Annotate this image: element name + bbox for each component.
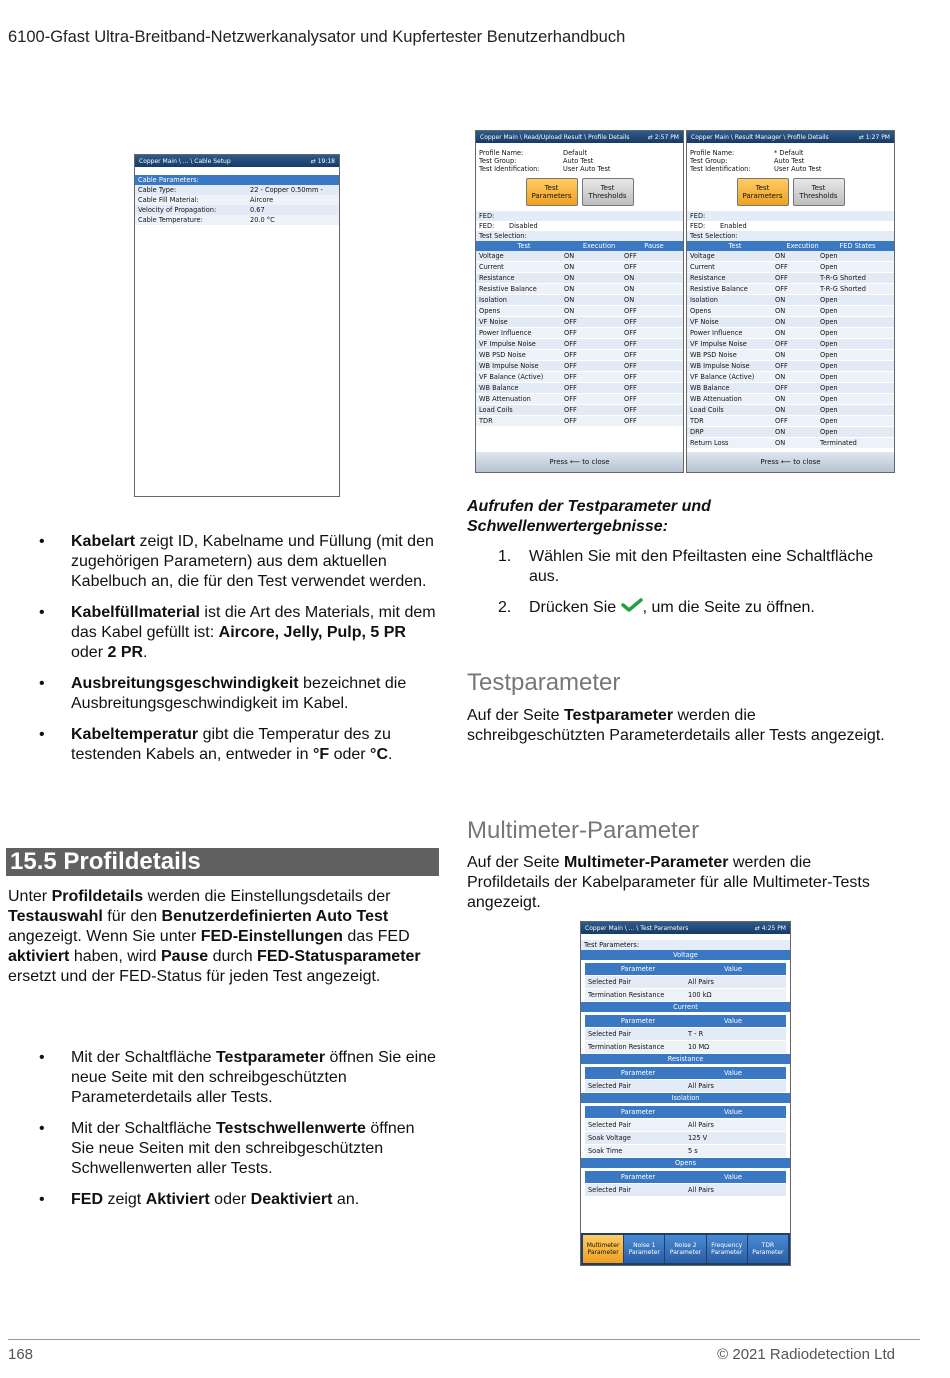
test-status: Open (820, 252, 838, 260)
copyright: © 2021 Radiodetection Ltd (717, 1346, 895, 1363)
test-status: OFF (624, 252, 637, 260)
test-execution: ON (775, 252, 786, 260)
test-execution: ON (564, 252, 575, 260)
param-table-header (585, 1171, 786, 1183)
test-status: OFF (624, 307, 637, 315)
test-status: OFF (624, 384, 637, 392)
table-row (585, 1145, 786, 1158)
test-execution: OFF (564, 373, 577, 381)
test-execution: OFF (775, 417, 788, 425)
test-execution: OFF (564, 384, 577, 392)
test-execution: OFF (564, 362, 577, 370)
multimeter-paragraph: Auf der Seite Multimeter-Parameter werden die Profildetails der Kabelparameter für alle Multimeter-Tests angezeigt. (467, 854, 870, 911)
info-label: Test Group: (479, 157, 517, 165)
test-selection-header: Test Selection: (476, 231, 683, 241)
screen-titlebar (687, 131, 894, 143)
list-item: • Kabelart zeigt ID, Kabelname und Füllung (mit den zugehörigen Parametern) aus dem aktuellen Kabelbuch an, die für den Test verwendet werden. (8, 532, 440, 592)
cable-parameter-row (135, 185, 339, 195)
fed-label: FED: (479, 222, 495, 230)
cable-parameter-list (8, 532, 440, 776)
param-name: Selected Pair (588, 1082, 631, 1090)
group-header: Resistance (581, 1054, 790, 1064)
table-row (687, 251, 894, 262)
test-status: ON (624, 274, 635, 282)
test-name: Isolation (690, 296, 718, 304)
test-name: Current (690, 263, 715, 271)
test-status: Open (820, 263, 838, 271)
test-execution: OFF (564, 340, 577, 348)
test-name: WB Attenuation (690, 395, 742, 403)
table-row (585, 1041, 786, 1054)
param-value: 125 V (688, 1134, 708, 1142)
test-name: Opens (479, 307, 501, 315)
access-instructions-title: Aufrufen der Testparameter und Schwellenwertergebnisse: (467, 498, 711, 535)
test-execution: ON (564, 307, 575, 315)
param-value: All Pairs (688, 1121, 714, 1129)
info-label: Profile Name: (690, 149, 735, 157)
tab-multimeter-parameter[interactable]: Multimeter Parameter (583, 1235, 623, 1263)
fed-label: FED: (690, 222, 706, 230)
test-execution: ON (775, 329, 786, 337)
table-row (687, 339, 894, 350)
table-row (476, 317, 683, 328)
test-name: Return Loss (690, 439, 729, 447)
col-parameter: Parameter (620, 1069, 656, 1077)
tab-tdr-parameter[interactable]: TDR Parameter (748, 1235, 788, 1263)
test-execution: OFF (564, 395, 577, 403)
test-status: OFF (624, 329, 637, 337)
test-status: OFF (624, 373, 637, 381)
param-value: All Pairs (688, 1082, 714, 1090)
table-row (687, 295, 894, 306)
test-execution: ON (564, 285, 575, 293)
param-name: Soak Voltage (588, 1134, 631, 1142)
test-name: VF Balance (Active) (479, 373, 544, 381)
test-execution: OFF (564, 351, 577, 359)
test-status: OFF (624, 351, 637, 359)
col-test: Test (728, 242, 742, 250)
info-value: User Auto Test (774, 165, 822, 173)
checkmark-icon (621, 598, 643, 618)
table-row (687, 416, 894, 427)
test-name: Isolation (479, 296, 507, 304)
test-parameters-button[interactable]: Test Parameters (737, 178, 789, 206)
profile-info-row (687, 157, 894, 165)
test-name: WB Attenuation (479, 395, 531, 403)
test-parameters-button[interactable]: Test Parameters (526, 178, 578, 206)
document-header: 6100-Gfast Ultra-Breitband-Netzwerkanalysator und Kupfertester Benutzerhandbuch (8, 28, 626, 46)
test-status: Open (820, 373, 838, 381)
parameter-value: 20.0 °C (250, 216, 275, 224)
col-value: Value (723, 1173, 743, 1181)
test-status: ON (624, 296, 635, 304)
info-value: Auto Test (563, 157, 594, 165)
group-header: Isolation (581, 1093, 790, 1103)
col-parameter: Parameter (620, 1108, 656, 1116)
table-row (476, 262, 683, 273)
info-value: User Auto Test (563, 165, 611, 173)
table-row (687, 262, 894, 273)
param-table-header (585, 963, 786, 975)
param-value: All Pairs (688, 978, 714, 986)
test-execution: ON (775, 351, 786, 359)
param-value: 10 MΩ (688, 1043, 710, 1051)
info-value: * Default (774, 149, 804, 157)
test-status: Open (820, 362, 838, 370)
col-fed-states: FED States (839, 242, 876, 250)
test-status: Open (820, 351, 838, 359)
param-name: Selected Pair (588, 1121, 631, 1129)
table-row (476, 328, 683, 339)
test-parameters-screenshot (580, 921, 791, 1266)
test-name: Resistance (690, 274, 726, 282)
param-value: 5 s (688, 1147, 698, 1155)
param-name: Selected Pair (588, 1186, 631, 1194)
param-table-header (585, 1067, 786, 1079)
test-name: Power Influence (479, 329, 532, 337)
test-status: ON (624, 285, 635, 293)
test-status: OFF (624, 406, 637, 414)
table-row (476, 284, 683, 295)
group-header: Current (581, 1002, 790, 1012)
parameter-value: Aircore (250, 196, 274, 204)
fed-header: FED: (476, 211, 683, 221)
col-execution: Execution (786, 242, 819, 250)
test-execution: ON (775, 296, 786, 304)
screen-status: ⇄ 4:25 PM (754, 924, 786, 932)
test-name: Load Coils (479, 406, 513, 414)
test-table-header (687, 241, 894, 251)
table-row (476, 383, 683, 394)
test-status: OFF (624, 417, 637, 425)
profile-info-row (687, 165, 894, 173)
table-row (687, 306, 894, 317)
test-execution: OFF (775, 362, 788, 370)
tab-noise-1-parameter[interactable]: Noise 1 Parameter (624, 1235, 664, 1263)
col-pause: Pause (644, 242, 664, 250)
test-execution: ON (775, 395, 786, 403)
fed-value: Enabled (720, 222, 747, 230)
col-value: Value (723, 965, 743, 973)
test-execution: ON (775, 406, 786, 414)
profile-details-screenshot-a (475, 130, 684, 473)
profile-info-row (476, 165, 683, 173)
table-row (585, 1184, 786, 1197)
test-name: Resistive Balance (690, 285, 748, 293)
table-row (687, 383, 894, 394)
table-row (687, 350, 894, 361)
col-value: Value (723, 1017, 743, 1025)
test-name: WB Balance (479, 384, 519, 392)
test-status: Open (820, 384, 838, 392)
list-item: • FED zeigt Aktiviert oder Deaktiviert an. (8, 1190, 440, 1210)
screen-status: ⇄ 2:57 PM (647, 133, 679, 141)
testparameter-heading: Testparameter (467, 669, 621, 696)
info-label: Test Identification: (479, 165, 540, 173)
table-row (687, 427, 894, 438)
test-status: OFF (624, 263, 637, 271)
parameter-tabbar (581, 1233, 790, 1265)
screen-titlebar (476, 131, 683, 143)
page-number: 168 (8, 1346, 34, 1363)
parameter-value: 0.67 (250, 206, 265, 214)
test-name: VF Impulse Noise (479, 340, 536, 348)
list-item: • Mit der Schaltfläche Testparameter öffnen Sie eine neue Seite mit den schreibgeschützten Parameterdetails aller Tests. (8, 1048, 440, 1108)
test-status: Open (820, 296, 838, 304)
screen-titlebar (581, 922, 790, 934)
parameter-label: Cable Type: (138, 186, 177, 194)
cable-setup-screenshot (134, 154, 340, 497)
parameter-label: Cable Temperature: (138, 216, 203, 224)
test-status: Open (820, 395, 838, 403)
test-execution: ON (564, 263, 575, 271)
table-row (585, 1119, 786, 1132)
test-name: Resistance (479, 274, 515, 282)
test-thresholds-button[interactable]: Test Thresholds (582, 178, 634, 206)
test-status: Open (820, 318, 838, 326)
info-label: Test Identification: (690, 165, 751, 173)
test-execution: OFF (775, 285, 788, 293)
test-execution: ON (564, 296, 575, 304)
table-row (476, 295, 683, 306)
test-name: Opens (690, 307, 712, 315)
test-status: Open (820, 417, 838, 425)
screen-title: Copper Main \ Read/Upload Result \ Profile Details (480, 133, 630, 141)
screen-status: ⇄ 19:18 (310, 157, 335, 165)
test-status: Open (820, 329, 838, 337)
test-name: WB Impulse Noise (690, 362, 750, 370)
parameter-label: Cable Fill Material: (138, 196, 199, 204)
col-parameter: Parameter (620, 1017, 656, 1025)
group-header: Voltage (581, 950, 790, 960)
table-row (476, 306, 683, 317)
testparameter-paragraph: Auf der Seite Testparameter werden die schreibgeschützten Parameterdetails aller Tests angezeigt. (467, 707, 885, 744)
table-row (476, 416, 683, 427)
col-parameter: Parameter (620, 965, 656, 973)
test-name: DRP (690, 428, 704, 436)
press-to-close-bar[interactable]: Press ⟵ to close (687, 452, 894, 472)
test-status: T-R-G Shorted (820, 274, 866, 282)
list-item: • Mit der Schaltfläche Testschwellenwerte öffnen Sie neue Seiten mit den schreibgeschützten Schwellenwerten aller Tests. (8, 1119, 440, 1179)
group-header: Opens (581, 1158, 790, 1168)
param-name: Selected Pair (588, 1030, 631, 1038)
fed-row (476, 221, 683, 231)
table-row (476, 273, 683, 284)
col-test: Test (517, 242, 531, 250)
list-item: 2. Drücken Sie , um die Seite zu öffnen. (498, 599, 815, 617)
cable-parameter-row (135, 195, 339, 205)
test-name: WB PSD Noise (479, 351, 526, 359)
table-row (476, 372, 683, 383)
profile-info-row (687, 149, 894, 157)
screen-titlebar (135, 155, 339, 167)
test-execution: ON (775, 307, 786, 315)
test-status: Open (820, 340, 838, 348)
test-thresholds-button[interactable]: Test Thresholds (793, 178, 845, 206)
test-execution: OFF (775, 263, 788, 271)
intro-paragraph: Unter Profildetails werden die Einstellungsdetails der Testauswahl für den Benutzerdefinierten Auto Test angezeigt. Wenn Sie unter FED-Einstellungen das FED aktiviert haben, wird Pause durch FED-Statusparameter ersetzt und der FED-Status für jeden Test angezeigt. (8, 888, 421, 985)
test-status: Open (820, 428, 838, 436)
test-execution: ON (775, 428, 786, 436)
table-row (476, 251, 683, 262)
table-row (585, 1080, 786, 1093)
test-name: Voltage (479, 252, 504, 260)
screen-title: Copper Main \ Result Manager \ Profile Details (691, 133, 829, 141)
table-row (687, 438, 894, 449)
access-steps (467, 547, 897, 629)
test-parameters-header: Test Parameters: (581, 940, 790, 950)
test-name: Power Influence (690, 329, 743, 337)
profile-info-row (476, 149, 683, 157)
info-label: Test Group: (690, 157, 728, 165)
param-table-header (585, 1106, 786, 1118)
test-status: OFF (624, 362, 637, 370)
param-name: Termination Resistance (588, 991, 665, 999)
table-row (476, 339, 683, 350)
test-name: TDR (690, 417, 704, 425)
list-item: • Kabelfüllmaterial ist die Art des Materials, mit dem das Kabel gefüllt ist: Aircore, Jelly, Pulp, 5 PR oder 2 PR. (8, 603, 440, 663)
param-value: T - R (688, 1030, 704, 1038)
test-name: Load Coils (690, 406, 724, 414)
list-item: • Kabeltemperatur gibt die Temperatur des zu testenden Kabels an, entweder in °F oder °C. (8, 725, 440, 765)
test-status: Terminated (820, 439, 857, 447)
screen-title: Copper Main \ ... \ Cable Setup (139, 157, 231, 165)
col-value: Value (723, 1069, 743, 1077)
press-to-close-bar[interactable]: Press ⟵ to close (476, 452, 683, 472)
table-row (687, 372, 894, 383)
test-execution: OFF (564, 329, 577, 337)
parameter-value: 22 - Copper 0.50mm - (250, 186, 323, 194)
test-execution: ON (775, 373, 786, 381)
table-row (476, 361, 683, 372)
test-name: VF Impulse Noise (690, 340, 747, 348)
col-execution: Execution (582, 242, 616, 250)
test-status: T-R-G Shorted (820, 285, 866, 293)
test-status: Open (820, 307, 838, 315)
test-status: OFF (624, 340, 637, 348)
test-name: WB PSD Noise (690, 351, 737, 359)
table-row (687, 361, 894, 372)
test-name: TDR (479, 417, 493, 425)
test-execution: ON (775, 439, 786, 447)
test-selection-header: Test Selection: (687, 231, 894, 241)
table-row (687, 317, 894, 328)
param-value: 100 kΩ (688, 991, 712, 999)
tab-frequency-parameter[interactable]: Frequency Parameter (707, 1235, 747, 1263)
test-execution: ON (775, 318, 786, 326)
info-value: Default (563, 149, 588, 157)
col-value: Value (723, 1108, 743, 1116)
test-status: OFF (624, 318, 637, 326)
table-row (585, 1028, 786, 1041)
table-row (687, 273, 894, 284)
test-execution: OFF (564, 318, 577, 326)
cable-parameter-row (135, 205, 339, 215)
fed-row (687, 221, 894, 231)
table-row (585, 1132, 786, 1145)
param-name: Soak Time (588, 1147, 623, 1155)
table-row (476, 394, 683, 405)
section-heading: 15.5 Profildetails (6, 848, 439, 876)
test-name: Current (479, 263, 504, 271)
fed-header: FED: (687, 211, 894, 221)
param-table-header (585, 1015, 786, 1027)
table-row (687, 394, 894, 405)
table-row (476, 405, 683, 416)
list-item: 1. Wählen Sie mit den Pfeiltasten eine Schaltfläche aus. (498, 548, 874, 585)
test-status: Open (820, 406, 838, 414)
test-execution: OFF (564, 406, 577, 414)
table-row (476, 350, 683, 361)
table-row (585, 976, 786, 989)
param-value: All Pairs (688, 1186, 714, 1194)
test-name: VF Balance (Active) (690, 373, 755, 381)
param-name: Termination Resistance (588, 1043, 665, 1051)
table-row (687, 328, 894, 339)
profile-details-screenshot-b (686, 130, 895, 473)
footer-divider (8, 1339, 920, 1340)
test-execution: ON (564, 274, 575, 282)
test-name: WB Balance (690, 384, 730, 392)
test-execution: OFF (564, 417, 577, 425)
table-row (585, 989, 786, 1002)
screen-status: ⇄ 1:27 PM (858, 133, 890, 141)
param-name: Selected Pair (588, 978, 631, 986)
test-execution: OFF (775, 340, 788, 348)
test-status: OFF (624, 395, 637, 403)
test-name: VF Noise (479, 318, 508, 326)
info-label: Profile Name: (479, 149, 524, 157)
test-name: WB Impulse Noise (479, 362, 539, 370)
info-value: Auto Test (774, 157, 805, 165)
screen-title: Copper Main \ ... \ Test Parameters (585, 924, 689, 932)
parameter-label: Velocity of Propagation: (138, 206, 217, 214)
cable-parameter-row (135, 215, 339, 225)
test-name: VF Noise (690, 318, 719, 326)
test-execution: OFF (775, 384, 788, 392)
table-row (687, 284, 894, 295)
test-name: Voltage (690, 252, 715, 260)
profile-button-list (8, 1048, 440, 1221)
test-execution: OFF (775, 274, 788, 282)
fed-value: Disabled (509, 222, 538, 230)
table-row (687, 405, 894, 416)
col-parameter: Parameter (620, 1173, 656, 1181)
list-item: • Ausbreitungsgeschwindigkeit bezeichnet die Ausbreitungsgeschwindigkeit im Kabel. (8, 674, 440, 714)
test-table-header (476, 241, 683, 251)
profile-info-row (476, 157, 683, 165)
multimeter-heading: Multimeter-Parameter (467, 817, 700, 844)
test-name: Resistive Balance (479, 285, 537, 293)
tab-noise-2-parameter[interactable]: Noise 2 Parameter (665, 1235, 705, 1263)
cable-parameters-header: Cable Parameters: (135, 175, 339, 185)
